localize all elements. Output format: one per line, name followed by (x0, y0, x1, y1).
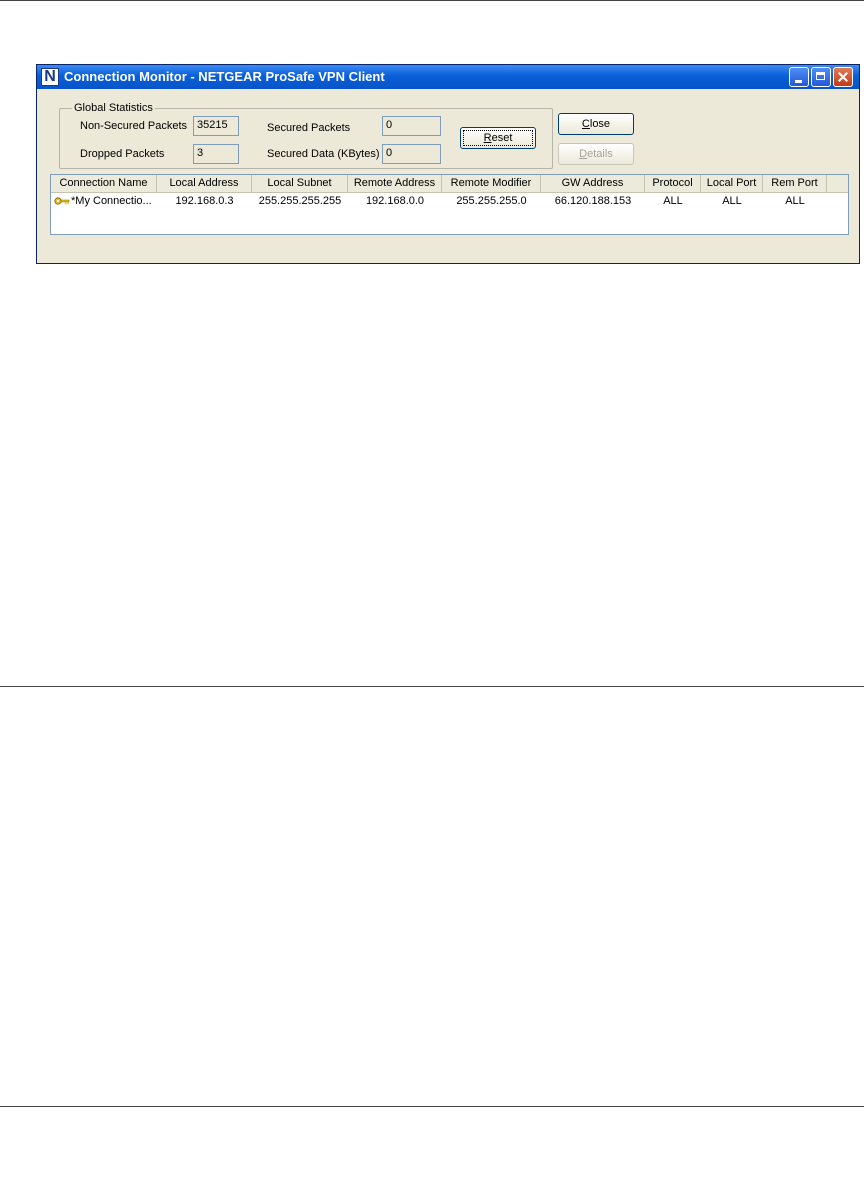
column-header-local-subnet[interactable]: Local Subnet (252, 175, 348, 192)
secured-data-field: 0 (382, 144, 441, 164)
maximize-button[interactable] (811, 67, 831, 87)
cell-local-subnet: 255.255.255.255 (258, 195, 342, 207)
column-header-local-address[interactable]: Local Address (157, 175, 252, 192)
reset-button[interactable] (460, 127, 536, 149)
dropped-packets-label: Dropped Packets (80, 148, 165, 160)
global-statistics-legend: Global Statistics (74, 102, 153, 114)
cell-local-port: ALL (722, 195, 742, 207)
table-row[interactable] (51, 193, 848, 209)
column-header-remote-address[interactable]: Remote Address (348, 175, 442, 192)
netgear-app-icon: N (41, 68, 59, 86)
column-header-rem-port[interactable]: Rem Port (763, 175, 827, 192)
column-header-remote-modifier[interactable]: Remote Modifier (442, 175, 541, 192)
close-window-button[interactable] (833, 67, 853, 87)
column-header-gw-address[interactable]: GW Address (541, 175, 645, 192)
cell-rem-port: ALL (785, 195, 805, 207)
reset-label: eset (491, 132, 513, 144)
column-header-connection-name[interactable]: Connection Name (51, 175, 157, 192)
secured-packets-field: 0 (382, 116, 441, 136)
close-button[interactable] (558, 113, 634, 135)
top-page-rule (0, 0, 864, 1)
details-label: etails (587, 148, 613, 160)
cell-gw-address: 66.120.188.153 (554, 195, 632, 207)
secured-data-label: Secured Data (KBytes) (267, 148, 380, 160)
middle-page-rule (0, 686, 864, 687)
bottom-page-rule (0, 1106, 864, 1107)
close-label: lose (589, 118, 611, 130)
non-secured-packets-label: Non-Secured Packets (80, 120, 187, 132)
cell-connection-name: *My Connectio... (71, 195, 152, 207)
secured-packets-label: Secured Packets (267, 122, 351, 134)
column-header-local-port[interactable]: Local Port (701, 175, 763, 192)
cell-protocol: ALL (663, 195, 683, 207)
connections-list[interactable] (50, 174, 849, 235)
details-accel: D (579, 148, 588, 160)
details-button[interactable] (558, 143, 634, 165)
cell-remote-modifier: 255.255.255.0 (456, 195, 527, 207)
list-header (51, 175, 848, 193)
dropped-packets-field: 3 (193, 144, 239, 164)
minimize-button[interactable] (789, 67, 809, 87)
cell-remote-address: 192.168.0.0 (365, 195, 425, 207)
close-accel: C (581, 118, 590, 130)
connection-monitor-window (36, 64, 860, 264)
reset-accel: R (483, 132, 492, 144)
cell-local-address: 192.168.0.3 (175, 195, 234, 207)
title-bar[interactable] (37, 65, 859, 89)
column-header-protocol[interactable]: Protocol (645, 175, 701, 192)
non-secured-packets-field: 35215 (193, 116, 239, 136)
window-title: Connection Monitor - NETGEAR ProSafe VPN Client (64, 69, 385, 84)
